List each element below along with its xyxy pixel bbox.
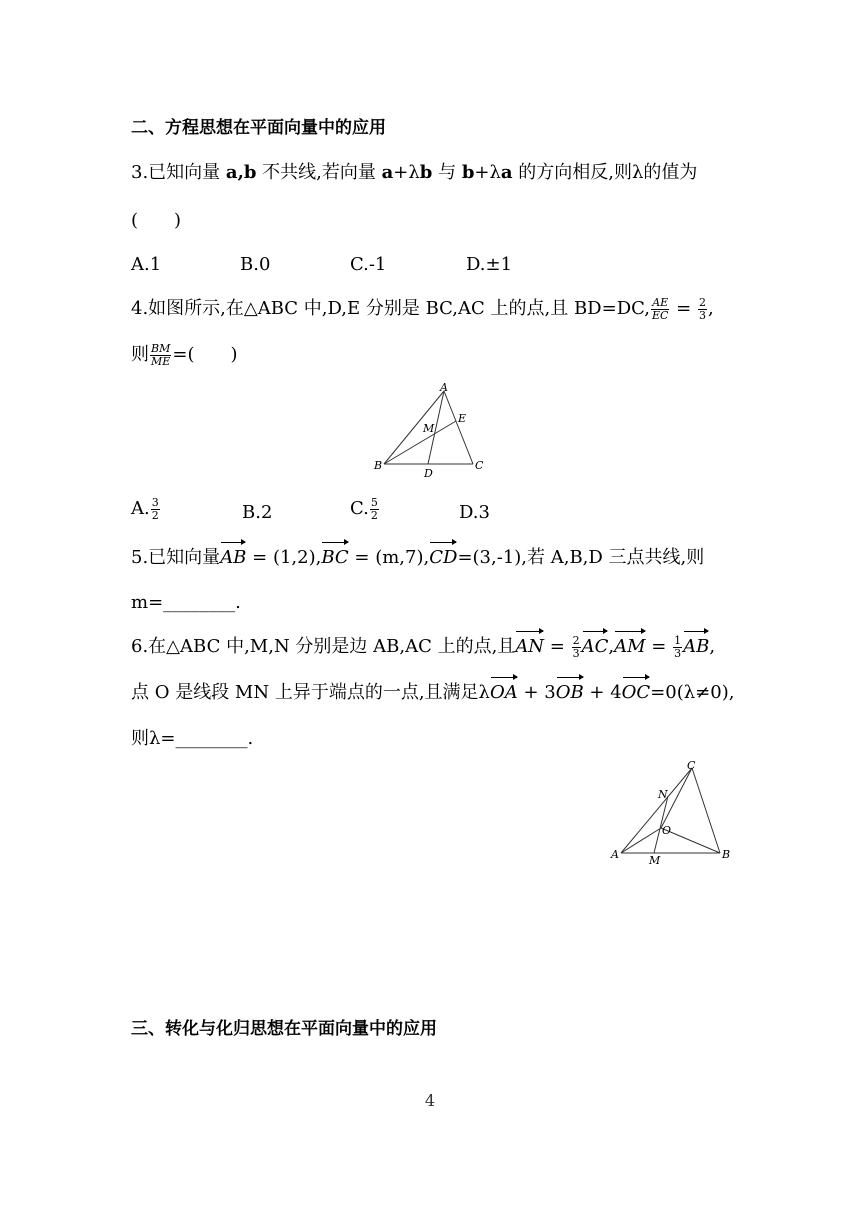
q3-vector-b: b	[461, 162, 475, 183]
q5-text: = (1,2),	[246, 547, 322, 568]
q6-text: 6.在△ABC 中,M,N 分别是边 AB,AC 上的点,且	[131, 636, 516, 657]
question-5-blank: m=________.	[131, 592, 241, 613]
label-a: A	[611, 848, 619, 861]
label-b: B	[722, 848, 731, 861]
q6-text: ,	[608, 636, 615, 657]
q5-text: =(3,-1),若 A,B,D 三点共线,则	[457, 547, 705, 568]
option-prefix: C.	[350, 498, 369, 519]
q4-fraction-bm-me	[150, 343, 171, 368]
q3-text: 3.已知向量	[131, 162, 226, 183]
q3-text: +λ	[474, 162, 501, 183]
vector-ac: AC	[582, 634, 609, 660]
segment-ac	[444, 391, 473, 464]
label-b: B	[374, 459, 383, 472]
q6-text: + 3	[517, 682, 556, 703]
question-4-stem	[131, 296, 714, 322]
numerator: BM	[151, 341, 171, 355]
label-d: D	[424, 467, 433, 480]
q3-vector-b: b	[419, 162, 433, 183]
q4-text: =	[670, 298, 697, 319]
q3-text: 的方向相反,则λ的值为	[512, 162, 698, 183]
q3-text: 不共线,若向量	[256, 162, 382, 183]
q6-text: =	[544, 636, 571, 657]
segment-be	[384, 421, 456, 464]
q6-fraction-one-third	[673, 635, 682, 660]
vector-am: AM	[614, 634, 645, 660]
label-a: A	[440, 381, 448, 394]
q3-option-c: C.-1	[350, 254, 387, 275]
q3-text: +λ	[393, 162, 420, 183]
label-e: E	[458, 412, 467, 425]
numerator: 2	[572, 633, 580, 647]
vector-bc: BC	[321, 545, 348, 571]
q6-fraction-two-thirds	[572, 635, 581, 660]
label-m: M	[423, 422, 435, 435]
q4-text: 则	[131, 344, 149, 365]
label-o: O	[662, 824, 672, 837]
numerator: 5	[370, 495, 378, 509]
q4-text: ,	[707, 298, 714, 319]
question-6-blank: 则λ=________.	[131, 728, 254, 749]
q5-text: 5.已知向量	[131, 547, 221, 568]
label-c: C	[475, 459, 484, 472]
page-number: 4	[424, 1091, 436, 1110]
question-4-ask	[131, 342, 238, 368]
option-prefix: A.	[131, 498, 150, 519]
q6-text: + 4	[583, 682, 622, 703]
q4-text: 4.如图所示,在△ABC 中,D,E 分别是 BC,AC 上的点,且 BD=DC,	[131, 298, 650, 319]
q3-text: 与	[432, 162, 462, 183]
denominator: ME	[151, 354, 171, 368]
vector-cd: CD	[429, 545, 457, 571]
q4-fraction-two-thirds	[698, 297, 707, 322]
q6-text: =0(λ≠0),	[650, 682, 735, 703]
question-3-stem	[131, 160, 697, 186]
q3-option-b: B.0	[240, 254, 271, 275]
q4-triangle-figure	[370, 380, 495, 480]
denominator: EC	[651, 308, 669, 322]
q3-vector-a: a	[381, 162, 394, 183]
q4-option-c	[350, 496, 380, 522]
vector-an: AN	[515, 634, 544, 660]
question-5-stem	[131, 545, 704, 571]
q4-option-d: D.3	[459, 502, 490, 523]
denominator: 3	[698, 308, 706, 322]
numerator: AE	[652, 295, 669, 309]
label-c: C	[687, 759, 696, 772]
q6-text: =	[645, 636, 673, 657]
q3-option-d: D.±1	[466, 254, 513, 275]
section-heading: 三、转化与化归思想在平面向量中的应用	[131, 1019, 437, 1039]
question-6-condition	[131, 680, 734, 706]
denominator: 2	[370, 508, 378, 522]
segment-ab	[384, 391, 444, 464]
q4-fraction-ae-ec	[651, 297, 669, 322]
q5-text: = (m,7),	[348, 547, 430, 568]
numerator: 3	[151, 495, 159, 509]
q3-vectors: a,b	[225, 162, 257, 183]
option-fraction	[370, 497, 379, 522]
vector-ob: OB	[556, 680, 584, 706]
numerator: 1	[674, 633, 682, 647]
question-3-paren: ( )	[131, 210, 182, 231]
q4-option-b: B.2	[242, 502, 273, 523]
numerator: 2	[698, 295, 706, 309]
question-6-stem	[131, 634, 715, 660]
denominator: 3	[674, 646, 682, 660]
segment-cb	[692, 768, 720, 853]
segment-ac	[621, 768, 692, 853]
vector-oc: OC	[622, 680, 651, 706]
q3-vector-a: a	[500, 162, 513, 183]
label-n: N	[658, 788, 668, 801]
denominator: 3	[572, 646, 580, 660]
option-fraction	[151, 497, 160, 522]
vector-ab: AB	[683, 634, 709, 660]
q6-triangle-figure	[606, 756, 736, 871]
vector-ab: AB	[220, 545, 246, 571]
q6-text: ,	[709, 636, 716, 657]
q4-text: =( )	[172, 344, 238, 365]
q4-option-a	[131, 496, 161, 522]
q6-text: 点 O 是线段 MN 上异于端点的一点,且满足λ	[131, 682, 490, 703]
denominator: 2	[151, 508, 159, 522]
q3-option-a: A.1	[131, 254, 162, 275]
label-m: M	[649, 854, 661, 867]
section-heading: 二、方程思想在平面向量中的应用	[131, 118, 386, 138]
vector-oa: OA	[490, 680, 518, 706]
